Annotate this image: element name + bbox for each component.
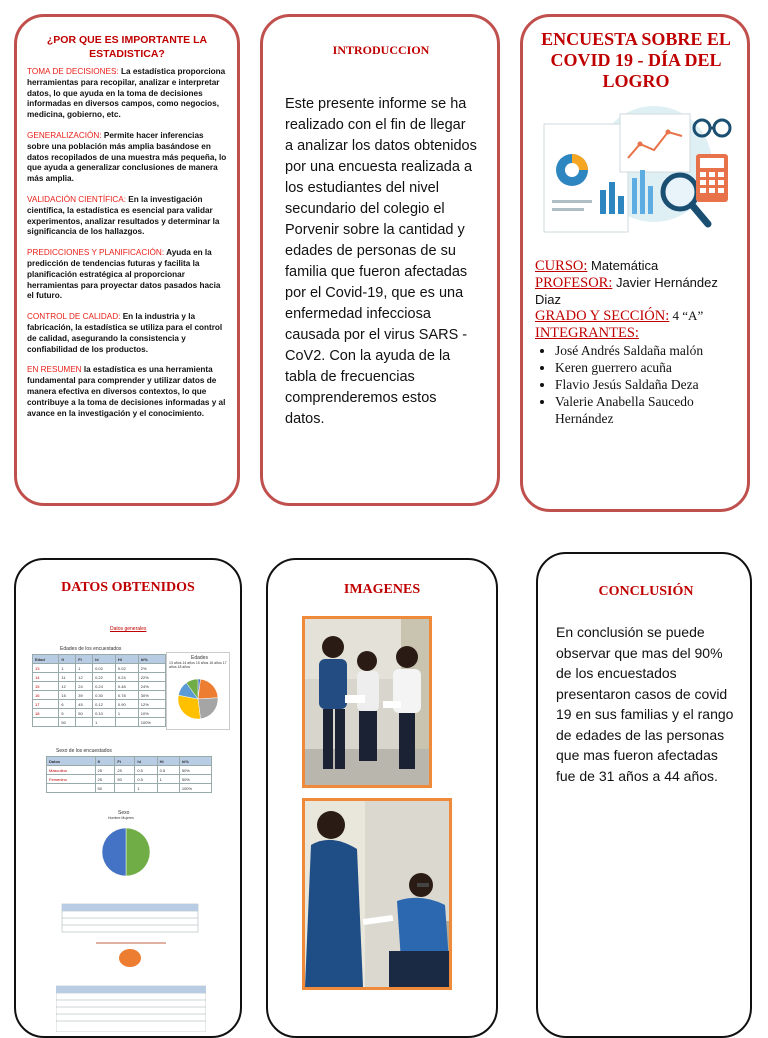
table-cell bbox=[33, 718, 59, 727]
table-cell bbox=[115, 784, 135, 793]
table-cell: 14 bbox=[33, 673, 59, 682]
table-cell: 25 bbox=[115, 766, 135, 775]
table-cell: 2% bbox=[138, 664, 165, 673]
table-cell: 24% bbox=[138, 682, 165, 691]
table-cell: Datos bbox=[47, 757, 96, 766]
table-cell: 0.10 bbox=[93, 709, 116, 718]
table-row bbox=[33, 664, 166, 673]
table-row bbox=[33, 700, 166, 709]
cover-info bbox=[535, 258, 737, 427]
table-cell: 12% bbox=[138, 700, 165, 709]
table-cell: 1 bbox=[157, 775, 179, 784]
importance-section bbox=[27, 195, 227, 238]
table-cell: 0.30 bbox=[93, 691, 116, 700]
table-cell: 24 bbox=[76, 682, 93, 691]
course-label: CURSO: bbox=[535, 258, 588, 274]
table-cell: 0.78 bbox=[115, 691, 138, 700]
importance-section-text: La estadística proporciona herramientas para recopilar, analizar e interpretar datos, lo que ayuda en la toma de decisiones informadas en diversos campos, como negocios, medicina, gobierno, etc. bbox=[27, 67, 226, 120]
table-cell bbox=[47, 784, 96, 793]
table-cell: 0.5 bbox=[135, 766, 157, 775]
panel-images bbox=[266, 558, 498, 1038]
table-row bbox=[33, 682, 166, 691]
table-cell: Femenino bbox=[47, 775, 96, 784]
members-label: INTEGRANTES: bbox=[535, 325, 639, 342]
table-cell: 22% bbox=[138, 673, 165, 682]
table-cell: Fi bbox=[76, 655, 93, 664]
importance-section-key: PREDICCIONES Y PLANIFICACIÓN: bbox=[27, 248, 165, 258]
importance-section-text: Permite hacer inferencias sobre una población más amplia basándose en datos recopilados de una muestra más pequeña, lo que ayuda a generalizar conclusiones de manera más amplia. bbox=[27, 130, 227, 184]
table-cell: hi% bbox=[138, 655, 165, 664]
data-analysis-illustration-icon bbox=[536, 106, 736, 238]
table-cell bbox=[157, 784, 179, 793]
importance-section bbox=[27, 312, 227, 355]
table-cell: 50% bbox=[179, 775, 211, 784]
table-cell: 50 bbox=[76, 709, 93, 718]
table-cell: 0.5 bbox=[157, 766, 179, 775]
table-cell: 1 bbox=[93, 718, 116, 727]
list-item: • Flavio Jesús Saldaña Deza bbox=[555, 376, 737, 393]
panel-importance bbox=[14, 14, 240, 506]
table-cell: 0.24 bbox=[115, 673, 138, 682]
table-cell: Edad bbox=[33, 655, 59, 664]
table-cell: 12 bbox=[59, 682, 76, 691]
importance-section bbox=[27, 67, 227, 121]
sex-pie-chart bbox=[88, 810, 164, 882]
table-cell: hi bbox=[135, 757, 157, 766]
table-cell: 50 bbox=[95, 784, 115, 793]
table-cell: 25 bbox=[95, 775, 115, 784]
panel-data bbox=[14, 558, 242, 1038]
table-cell: 6 bbox=[59, 700, 76, 709]
table-row bbox=[33, 709, 166, 718]
table-cell: 100% bbox=[179, 784, 211, 793]
table-row bbox=[47, 784, 212, 793]
table-cell: 17 bbox=[33, 700, 59, 709]
ages-pie-chart bbox=[166, 652, 230, 730]
table-cell: 12 bbox=[76, 673, 93, 682]
panel-conclusion bbox=[536, 552, 752, 1038]
grade-label: GRADO Y SECCIÓN: bbox=[535, 308, 670, 325]
conclusion-body: En conclusión se puede observar que mas del 90% de los encuestados presentaron casos de covid 19 en sus familias y el rango de edades de las personas que mas fueron afectadas fue de 31 años a 44 años. bbox=[556, 624, 734, 784]
importance-section-text: la estadística es una herramienta fundamental para comprender y utilizar datos de manera efectiva en diversos contextos, lo que contribuye a la toma de decisiones informadas y al avance en la investigación y el conocimiento. bbox=[27, 365, 226, 418]
table-cell: 0.90 bbox=[115, 700, 138, 709]
table-cell: 1 bbox=[115, 709, 138, 718]
table-cell: 100% bbox=[138, 718, 165, 727]
table-cell: 0.48 bbox=[115, 682, 138, 691]
teacher-line bbox=[535, 275, 737, 309]
ages-pie-legend: 13 años 14 años 15 años 16 años 17 años 18 años bbox=[169, 661, 227, 669]
table-cell bbox=[115, 718, 138, 727]
table-cell: 1 bbox=[135, 784, 157, 793]
table-row bbox=[47, 766, 212, 775]
importance-section-key: TOMA DE DECISIONES: bbox=[27, 67, 119, 76]
table-row bbox=[33, 673, 166, 682]
panel-importance-title: ¿POR QUE ES IMPORTANTE LA ESTADISTICA? bbox=[46, 34, 208, 60]
grade-value: 4 “A” bbox=[669, 308, 704, 324]
table-row bbox=[33, 655, 166, 664]
table-cell: 16 bbox=[33, 691, 59, 700]
students-photo-icon bbox=[302, 616, 432, 788]
pie-slice bbox=[198, 679, 218, 699]
ages-table-caption: Edades de los encuestados bbox=[60, 646, 122, 652]
table-cell: 50% bbox=[179, 766, 211, 775]
teacher-value: Javier Hernández Diaz bbox=[535, 274, 718, 307]
table-cell: 0.12 bbox=[93, 700, 116, 709]
table-row bbox=[33, 691, 166, 700]
table-row bbox=[47, 775, 212, 784]
table-cell bbox=[76, 718, 93, 727]
importance-section-key: GENERALIZACIÓN: bbox=[27, 130, 102, 140]
illegible-tables-graphic bbox=[56, 902, 206, 1032]
table-cell: Hi bbox=[157, 757, 179, 766]
table-cell: Fi bbox=[115, 757, 135, 766]
teacher-label: PROFESOR: bbox=[535, 274, 613, 291]
table-cell: 15 bbox=[59, 691, 76, 700]
sex-table-caption: Sexo de los encuestados bbox=[56, 748, 112, 754]
table-cell: 10% bbox=[138, 709, 165, 718]
importance-section-text: Ayuda en la predicción de tendencias futuras y facilita la planificación estratégica al proporcionar herramientas para proyectar datos pasados hacia el futuro. bbox=[27, 248, 221, 301]
importance-section bbox=[27, 248, 227, 302]
importance-section-text: En la industria y la fabricación, la estadística se utiliza para el control de calidad, asegurando la consistencia y confiabilidad de los productos. bbox=[27, 312, 223, 354]
course-value: Matemática bbox=[587, 258, 659, 273]
table-cell: 0.02 bbox=[115, 664, 138, 673]
members-line bbox=[535, 325, 737, 342]
importance-section-key: EN RESUMEN bbox=[27, 365, 82, 375]
table-cell: hi% bbox=[179, 757, 211, 766]
students-photo-icon bbox=[302, 798, 452, 990]
table-cell: 0.02 bbox=[93, 664, 116, 673]
table-cell: fi bbox=[95, 757, 115, 766]
table-cell: 13 bbox=[33, 664, 59, 673]
importance-section bbox=[27, 131, 227, 185]
table-cell: hi bbox=[93, 655, 116, 664]
list-item: • Keren guerrero acuña bbox=[555, 359, 737, 376]
table-cell: Masculino bbox=[47, 766, 96, 775]
sex-pie-svg bbox=[88, 810, 164, 882]
table-cell: 50 bbox=[59, 718, 76, 727]
members-list bbox=[535, 342, 737, 427]
panel-introduction bbox=[260, 14, 500, 506]
table-cell: 30% bbox=[138, 691, 165, 700]
table-cell: 50 bbox=[115, 775, 135, 784]
course-line bbox=[535, 258, 737, 275]
pie-slice bbox=[198, 698, 218, 719]
table-cell: fi bbox=[59, 655, 76, 664]
ages-pie-svg bbox=[167, 653, 229, 729]
table-cell: 0.22 bbox=[93, 673, 116, 682]
table-cell: 1 bbox=[76, 664, 93, 673]
panel-cover bbox=[520, 14, 750, 512]
table-row bbox=[33, 718, 166, 727]
importance-section bbox=[27, 365, 227, 419]
grade-line bbox=[535, 308, 737, 325]
table-cell: 18 bbox=[33, 709, 59, 718]
data-title: DATOS OBTENIDOS bbox=[61, 580, 195, 595]
pie-slice bbox=[102, 828, 126, 876]
table-cell: 0.5 bbox=[135, 775, 157, 784]
table-cell: Hi bbox=[115, 655, 138, 664]
importance-section-key: CONTROL DE CALIDAD: bbox=[27, 312, 121, 322]
importance-sections bbox=[27, 67, 227, 419]
sex-pie-title: Sexo bbox=[118, 810, 130, 816]
table-cell: 45 bbox=[76, 700, 93, 709]
ages-pie-title: Edades bbox=[191, 655, 208, 661]
table-cell: 11 bbox=[59, 673, 76, 682]
introduction-body: Este presente informe se ha realizado con el fin de llegar a analizar los datos obtenidos por una encuesta realizada a los estudiantes del nivel secundario del colegio el Porvenir sobre la cantidad y edades de personas de su familia que fueron afectadas por el Covid-19, que es una enfermedad infecciosa causada por el virus SARS - CoV2. Con la ayuda de la tabla de frecuencias comprenderemos estos datos. bbox=[285, 96, 477, 427]
table-cell: 0.24 bbox=[93, 682, 116, 691]
data-subtitle: Datos generales bbox=[110, 626, 147, 632]
table-cell: 39 bbox=[76, 691, 93, 700]
introduction-title: INTRODUCCION bbox=[332, 43, 430, 57]
images-title: IMAGENES bbox=[343, 582, 421, 597]
importance-section-text: En la investigación científica, la estadística es esencial para validar experimentos, analizar resultados y determinar la significancia de los hallazgos. bbox=[27, 194, 220, 237]
table-cell: 25 bbox=[95, 766, 115, 775]
sex-table bbox=[46, 756, 212, 793]
sex-pie-legend: Hombre Mujeres bbox=[108, 816, 134, 820]
table-row bbox=[47, 757, 212, 766]
cover-title: ENCUESTA SOBRE EL COVID 19 - DÍA DEL LOGRO bbox=[541, 29, 731, 91]
list-item: • Valerie Anabella Saucedo Hernández bbox=[555, 393, 737, 427]
importance-section-key: VALIDACIÓN CIENTÍFICA: bbox=[27, 194, 127, 204]
pie-slice bbox=[126, 828, 150, 876]
list-item: • José Andrés Saldaña malón bbox=[555, 342, 737, 359]
ages-table bbox=[32, 654, 166, 727]
conclusion-title: CONCLUSIÓN bbox=[598, 584, 694, 599]
table-cell: 15 bbox=[33, 682, 59, 691]
table-cell: 1 bbox=[59, 664, 76, 673]
table-cell: 5 bbox=[59, 709, 76, 718]
